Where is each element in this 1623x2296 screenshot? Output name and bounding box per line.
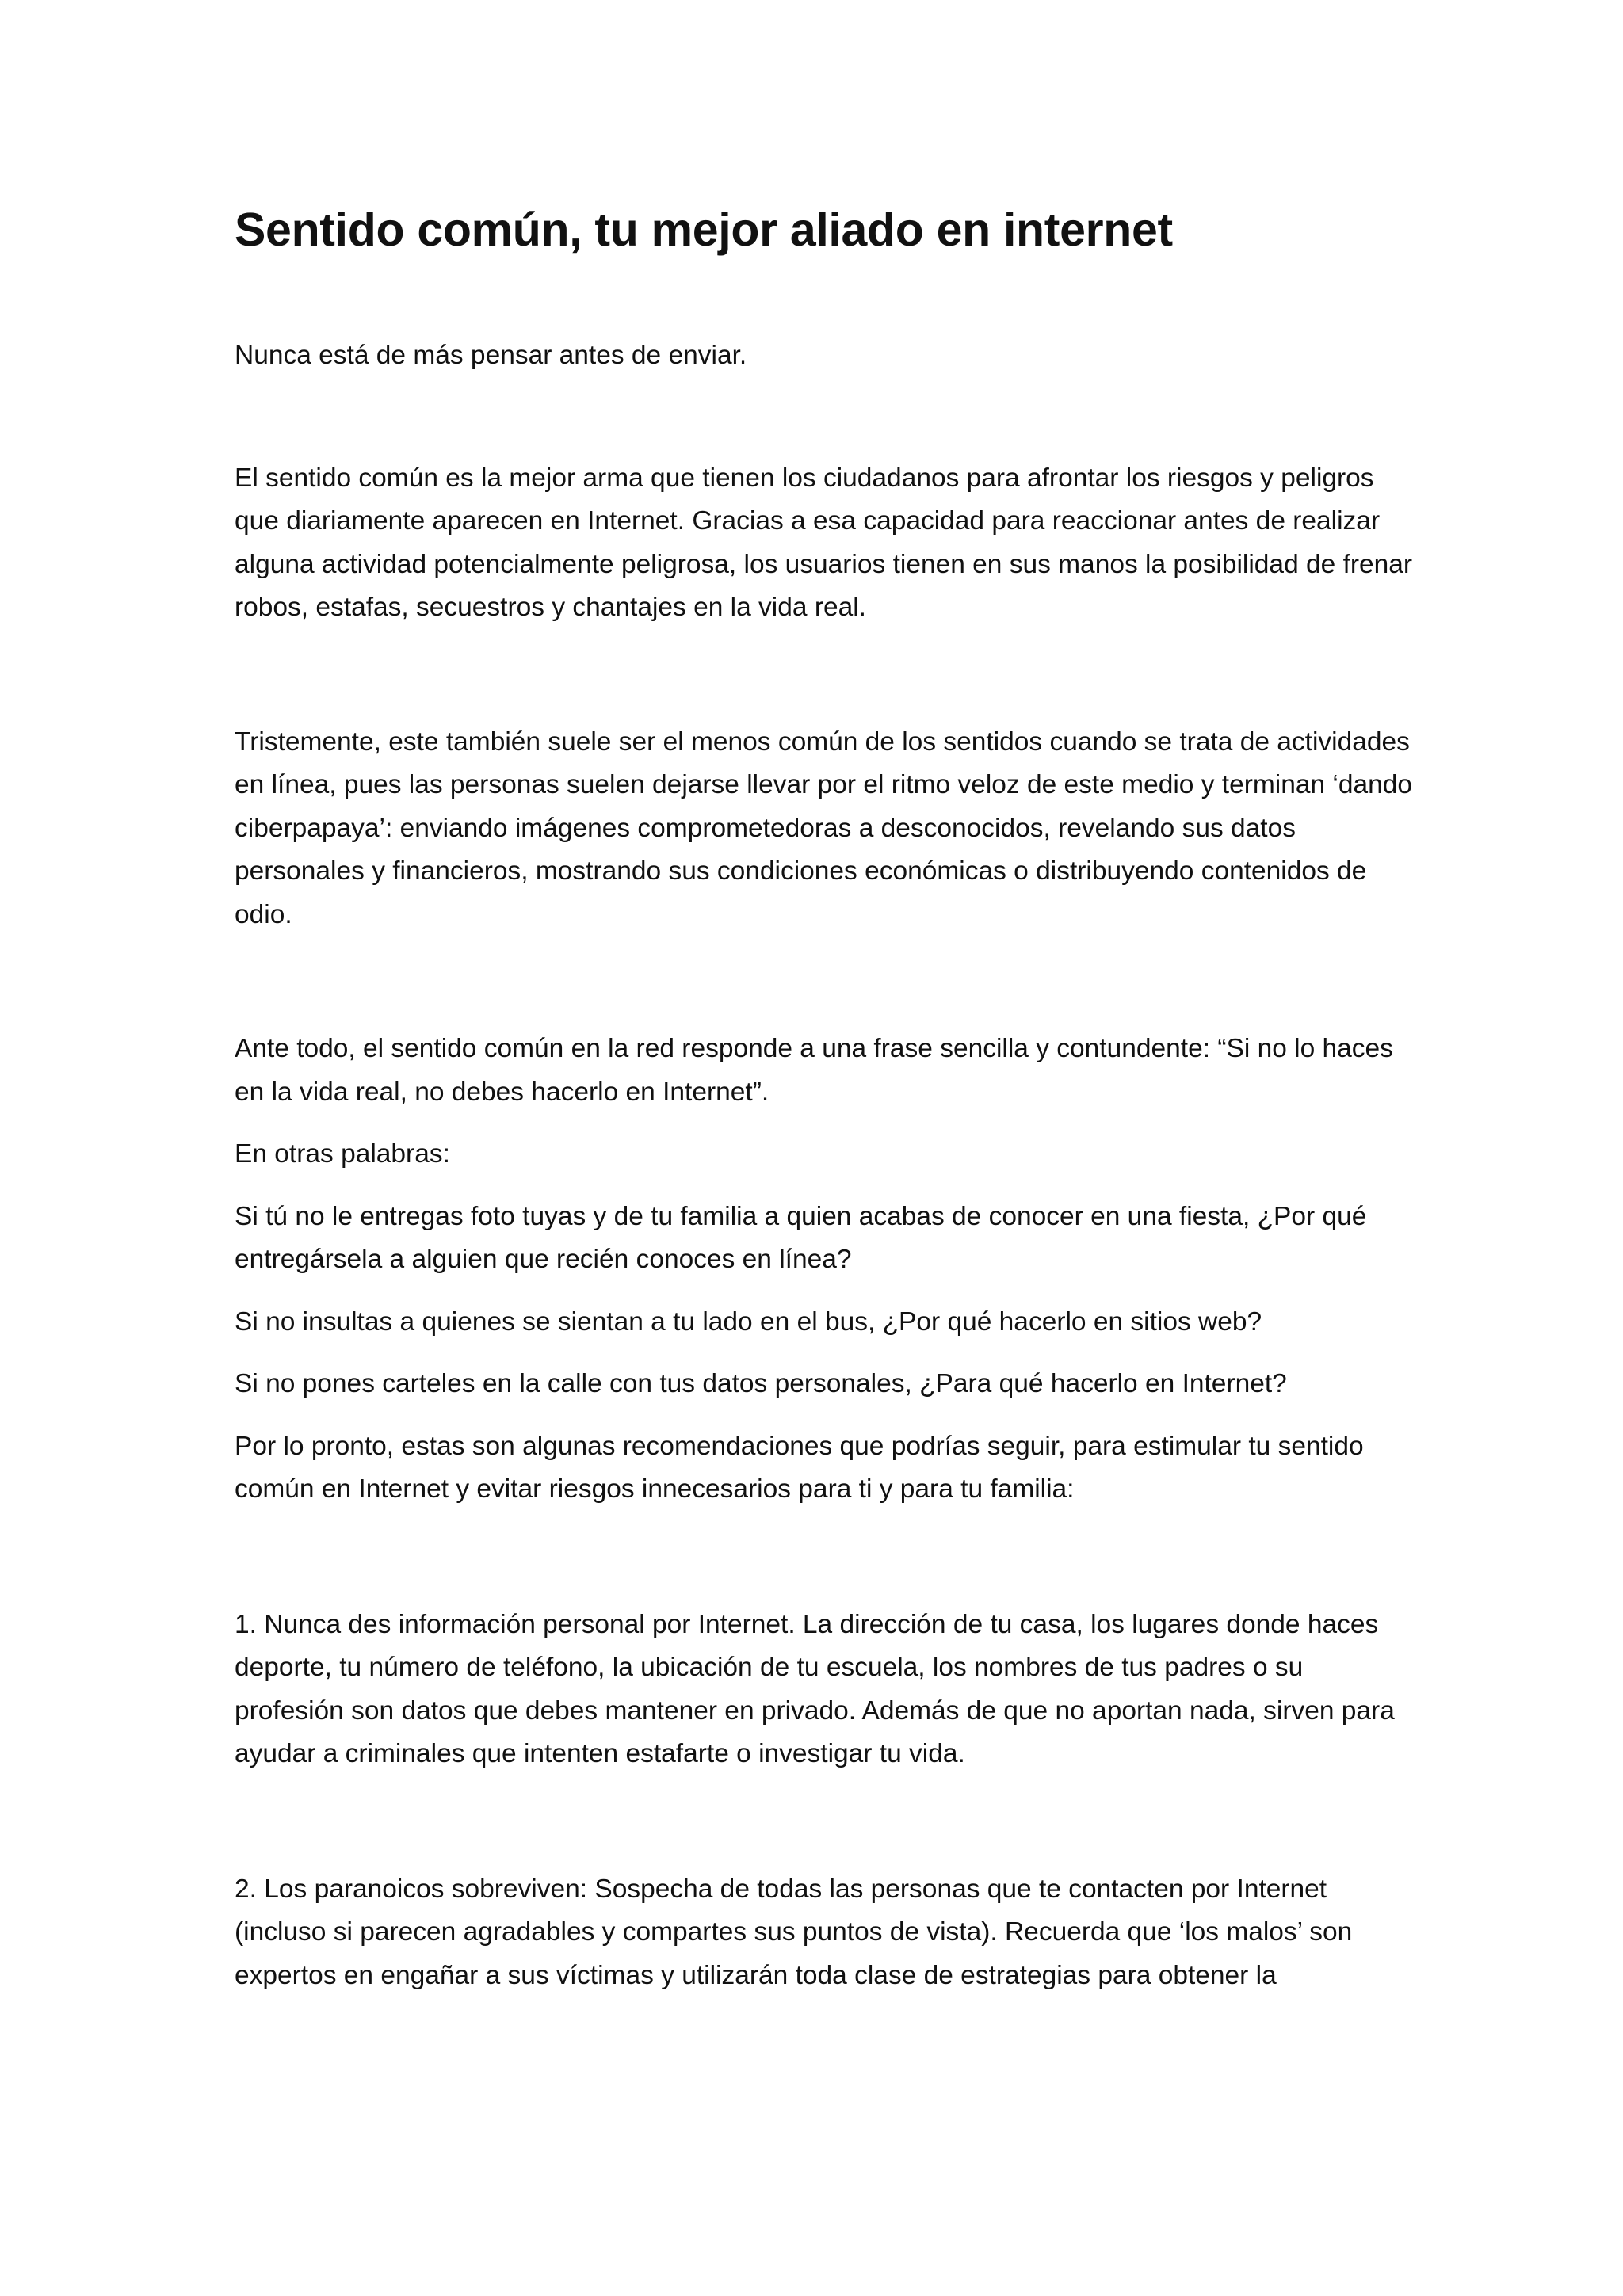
paragraph: Ante todo, el sentido común en la red responde a una frase sencilla y contundente: “Si no lo haces en la vida real, no debes hacerlo en Internet”. xyxy=(235,1034,1393,1107)
paragraph: El sentido común es la mejor arma que tienen los ciudadanos para afrontar los riesgos y peligros que diariamente aparecen en Internet. Gracias a esa capacidad para reaccionar antes de realizar alguna actividad potencialmente peligrosa, los usuarios tienen en sus manos la posibilidad de frenar robos, estafas, secuestros y chantajes en la vida real. xyxy=(235,463,1413,622)
paragraph-intro: Nunca está de más pensar antes de enviar. xyxy=(235,341,747,370)
document-body xyxy=(235,198,1415,1997)
paragraph: En otras palabras: xyxy=(235,1139,450,1169)
paragraph: Si no pones carteles en la calle con tus datos personales, ¿Para qué hacerlo en Internet? xyxy=(235,1369,1287,1398)
paragraph: Si tú no le entregas foto tuyas y de tu familia a quien acabas de conocer en una fiesta, ¿Por qué entregársela a alguien que recién conoces en línea? xyxy=(235,1201,1367,1274)
document-title: Sentido común, tu mejor aliado en internet xyxy=(235,204,1173,256)
paragraph: Si no insultas a quienes se sientan a tu lado en el bus, ¿Por qué hacerlo en sitios web? xyxy=(235,1306,1262,1337)
paragraph: Tristemente, este también suele ser el menos común de los sentidos cuando se trata de actividades en línea, pues las personas suelen dejarse llevar por el ritmo veloz de este medio y terminan ‘dando ciberpapaya’: enviando imágenes comprometedoras a desconocidos, revelando sus datos personales y financieros, mostrando sus condiciones económicas o distribuyendo contenidos de odio. xyxy=(235,727,1413,929)
list-item: 1. Nunca des información personal por Internet. La dirección de tu casa, los lugares donde haces deporte, tu número de teléfono, la ubicación de tu escuela, los nombres de tus padres o su profesión son datos que debes mantener en privado. Además de que no aportan nada, sirven para ayudar a criminales que intenten estafarte o investigar tu vida. xyxy=(235,1609,1395,1768)
list-item: 2. Los paranoicos sobreviven: Sospecha de todas las personas que te contacten por Internet (incluso si parecen agradables y compartes sus puntos de vista). Recuerda que ‘los malos’ son expertos en engañar a sus víctimas y utilizarán toda clase de estrategias para obtener la xyxy=(235,1874,1353,1990)
paragraph: Por lo pronto, estas son algunas recomendaciones que podrías seguir, para estimular tu sentido común en Internet y evitar riesgos innecesarios para ti y para tu familia: xyxy=(235,1431,1364,1504)
